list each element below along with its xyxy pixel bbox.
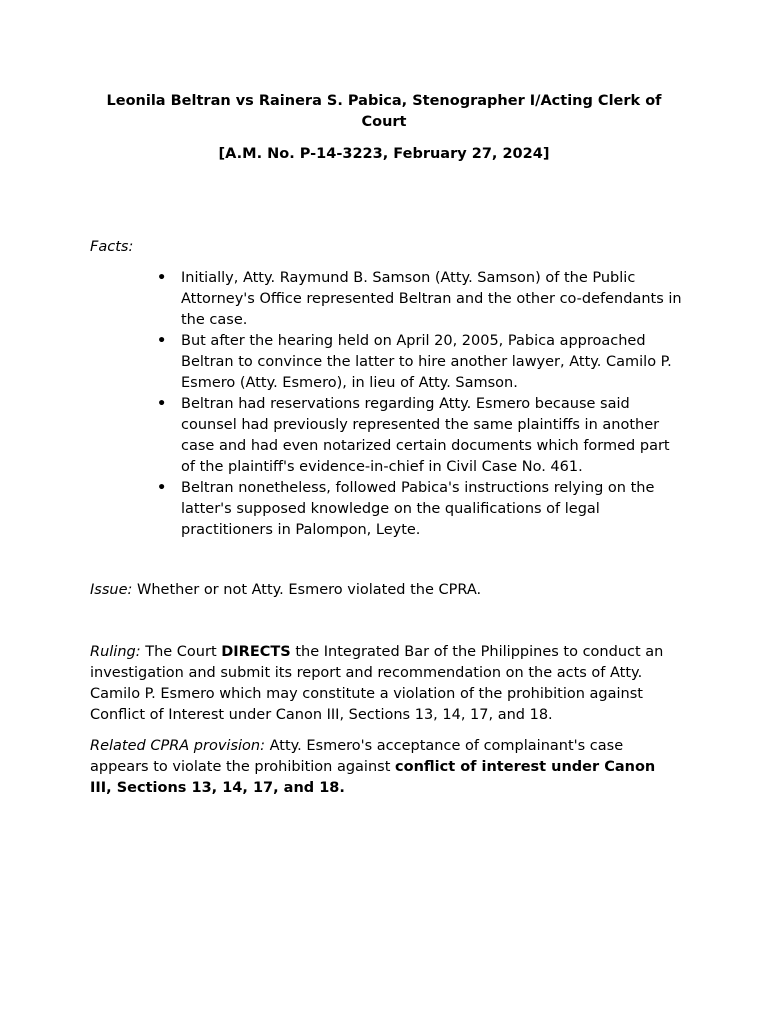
list-item [157, 331, 683, 394]
ruling-text-after: the Integrated Bar of the Philippines to conduct an investigation and submit its report and recommendation on the acts of Atty. Camilo P. Esmero which may constitute a violation of the prohibition against Conflict of Interest under Canon III, Sections 13, 14, 17, and 18. [90, 644, 664, 723]
related-text-before: Atty. Esmero's acceptance of complainant's case appears to violate the prohibition against [90, 738, 624, 775]
related-label: Related CPRA provision: [90, 738, 265, 754]
issue-label: Issue: [90, 582, 133, 598]
bullet-icon: • [157, 270, 167, 286]
bullet-icon: • [157, 333, 167, 349]
fact-text: But after the hearing held on April 20, 2005, Pabica approached Beltran to convince the latter to hire another lawyer, Atty. Camilo P. Esmero (Atty. Esmero), in lieu of Atty. Samson. [181, 333, 672, 391]
bullet-icon: • [157, 480, 167, 496]
ruling-label: Ruling: [90, 644, 141, 660]
fact-text: Initially, Atty. Raymund B. Samson (Atty. Samson) of the Public Attorney's Office represented Beltran and the other co-defendants in the case. [181, 270, 682, 328]
fact-text: Beltran had reservations regarding Atty. Esmero because said counsel had previously represented the same plaintiffs in another case and had even notarized certain documents which formed part of the plaintiff's evidence-in-chief in Civil Case No. 461. [181, 396, 670, 475]
case-title: Leonila Beltran vs Rainera S. Pabica, Stenographer I/Acting Clerk of Court [106, 93, 662, 130]
bullet-icon: • [157, 396, 167, 412]
issue-paragraph [90, 580, 680, 601]
related-emphasis: conflict of interest under Canon III, Sections 13, 14, 17, and 18. [90, 759, 656, 796]
ruling-paragraph [90, 642, 680, 726]
facts-list [157, 268, 683, 541]
fact-text: Beltran nonetheless, followed Pabica's instructions relying on the latter's supposed knowledge on the qualifications of legal practitioners in Palompon, Leyte. [181, 480, 655, 538]
list-item [157, 268, 683, 331]
list-item [157, 394, 683, 478]
facts-label: Facts: [90, 239, 134, 255]
case-citation: [A.M. No. P-14-3223, February 27, 2024] [218, 146, 550, 162]
related-provision-paragraph [90, 736, 680, 799]
ruling-emphasis: DIRECTS [221, 644, 291, 660]
issue-text: Whether or not Atty. Esmero violated the CPRA. [132, 582, 482, 598]
list-item [157, 478, 683, 541]
ruling-text-before: The Court [140, 644, 222, 660]
